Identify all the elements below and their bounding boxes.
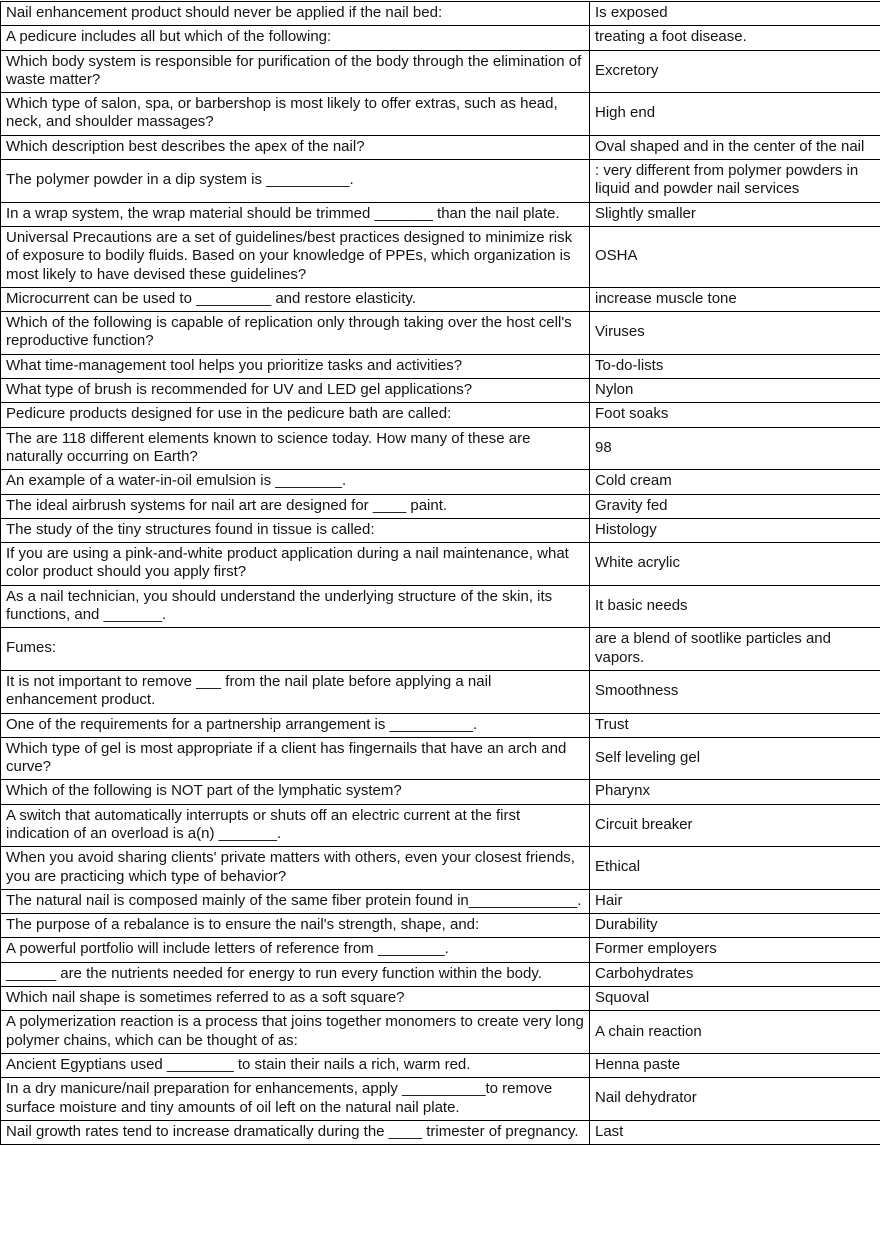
answer-cell: OSHA: [590, 226, 880, 287]
answer-cell: Slightly smaller: [590, 202, 880, 226]
table-row: [1, 427, 880, 470]
question-cell: Nail growth rates tend to increase dramatically during the ____ trimester of pregnancy.: [1, 1120, 590, 1144]
answer-cell: increase muscle tone: [590, 287, 880, 311]
question-cell: If you are using a pink-and-white product application during a nail maintenance, what color product should you apply first?: [1, 543, 590, 586]
table-row: [1, 287, 880, 311]
question-cell: Nail enhancement product should never be applied if the nail bed:: [1, 2, 590, 26]
question-cell: Ancient Egyptians used ________ to stain their nails a rich, warm red.: [1, 1053, 590, 1077]
answer-cell: Last: [590, 1120, 880, 1144]
table-row: [1, 987, 880, 1011]
table-row: [1, 670, 880, 713]
table-row: [1, 160, 880, 203]
question-cell: Microcurrent can be used to _________ and restore elasticity.: [1, 287, 590, 311]
question-cell: A switch that automatically interrupts or shuts off an electric current at the first indication of an overload is a(n) _______.: [1, 804, 590, 847]
table-row: [1, 1011, 880, 1054]
question-cell: Which description best describes the apex of the nail?: [1, 135, 590, 159]
table-row: [1, 379, 880, 403]
answer-cell: White acrylic: [590, 543, 880, 586]
question-cell: What time-management tool helps you prioritize tasks and activities?: [1, 354, 590, 378]
table-row: [1, 1078, 880, 1121]
question-cell: Pedicure products designed for use in the pedicure bath are called:: [1, 403, 590, 427]
answer-cell: Is exposed: [590, 2, 880, 26]
question-cell: A powerful portfolio will include letters of reference from ________.: [1, 938, 590, 962]
table-row: [1, 780, 880, 804]
table-row: [1, 713, 880, 737]
answer-cell: High end: [590, 93, 880, 136]
answer-cell: Foot soaks: [590, 403, 880, 427]
table-row: [1, 847, 880, 890]
qa-table: [0, 1, 880, 1145]
answer-cell: To-do-lists: [590, 354, 880, 378]
answer-cell: Smoothness: [590, 670, 880, 713]
table-row: [1, 403, 880, 427]
answer-cell: Henna paste: [590, 1053, 880, 1077]
answer-cell: treating a foot disease.: [590, 26, 880, 50]
answer-cell: Hair: [590, 889, 880, 913]
question-cell: Which of the following is NOT part of the lymphatic system?: [1, 780, 590, 804]
table-row: [1, 889, 880, 913]
table-row: [1, 1120, 880, 1144]
table-row: [1, 1053, 880, 1077]
question-cell: A polymerization reaction is a process that joins together monomers to create very long polymer chains, which can be thought of as:: [1, 1011, 590, 1054]
question-cell: Which of the following is capable of replication only through taking over the host cell's reproductive function?: [1, 312, 590, 355]
table-row: [1, 494, 880, 518]
answer-cell: Gravity fed: [590, 494, 880, 518]
answer-cell: Pharynx: [590, 780, 880, 804]
answer-cell: 98: [590, 427, 880, 470]
answer-cell: Cold cream: [590, 470, 880, 494]
table-row: [1, 737, 880, 780]
table-row: [1, 202, 880, 226]
table-row: [1, 938, 880, 962]
table-row: [1, 470, 880, 494]
question-cell: In a wrap system, the wrap material should be trimmed _______ than the nail plate.: [1, 202, 590, 226]
table-row: [1, 26, 880, 50]
table-row: [1, 135, 880, 159]
table-row: [1, 628, 880, 671]
question-cell: The ideal airbrush systems for nail art are designed for ____ paint.: [1, 494, 590, 518]
answer-cell: Nylon: [590, 379, 880, 403]
question-cell: One of the requirements for a partnership arrangement is __________.: [1, 713, 590, 737]
table-row: [1, 50, 880, 93]
question-cell: Which body system is responsible for purification of the body through the elimination of waste matter?: [1, 50, 590, 93]
question-cell: The polymer powder in a dip system is __________.: [1, 160, 590, 203]
table-row: [1, 312, 880, 355]
question-cell: An example of a water-in-oil emulsion is ________.: [1, 470, 590, 494]
answer-cell: Former employers: [590, 938, 880, 962]
question-cell: A pedicure includes all but which of the following:: [1, 26, 590, 50]
question-cell: ______ are the nutrients needed for energy to run every function within the body.: [1, 962, 590, 986]
answer-cell: Viruses: [590, 312, 880, 355]
answer-cell: Carbohydrates: [590, 962, 880, 986]
question-cell: The study of the tiny structures found in tissue is called:: [1, 518, 590, 542]
table-row: [1, 226, 880, 287]
question-cell: When you avoid sharing clients' private matters with others, even your closest friends, you are practicing which type of behavior?: [1, 847, 590, 890]
question-cell: What type of brush is recommended for UV and LED gel applications?: [1, 379, 590, 403]
answer-cell: Oval shaped and in the center of the nail: [590, 135, 880, 159]
answer-cell: A chain reaction: [590, 1011, 880, 1054]
question-cell: Which type of gel is most appropriate if a client has fingernails that have an arch and curve?: [1, 737, 590, 780]
table-row: [1, 354, 880, 378]
question-cell: Universal Precautions are a set of guidelines/best practices designed to minimize risk of exposure to bodily fluids. Based on your knowledge of PPEs, which organization is most likely to have devised these guidelines?: [1, 226, 590, 287]
table-row: [1, 804, 880, 847]
question-cell: The natural nail is composed mainly of the same fiber protein found in_____________.: [1, 889, 590, 913]
question-cell: Fumes:: [1, 628, 590, 671]
question-cell: The are 118 different elements known to science today. How many of these are naturally occurring on Earth?: [1, 427, 590, 470]
answer-cell: It basic needs: [590, 585, 880, 628]
question-cell: The purpose of a rebalance is to ensure the nail's strength, shape, and:: [1, 914, 590, 938]
answer-cell: Ethical: [590, 847, 880, 890]
table-row: [1, 518, 880, 542]
question-cell: Which type of salon, spa, or barbershop is most likely to offer extras, such as head, neck, and shoulder massages?: [1, 93, 590, 136]
answer-cell: Histology: [590, 518, 880, 542]
answer-cell: Trust: [590, 713, 880, 737]
question-cell: It is not important to remove ___ from the nail plate before applying a nail enhancement product.: [1, 670, 590, 713]
answer-cell: Self leveling gel: [590, 737, 880, 780]
answer-cell: Nail dehydrator: [590, 1078, 880, 1121]
question-cell: As a nail technician, you should understand the underlying structure of the skin, its functions, and _______.: [1, 585, 590, 628]
answer-cell: Excretory: [590, 50, 880, 93]
question-cell: In a dry manicure/nail preparation for enhancements, apply __________to remove surface moisture and tiny amounts of oil left on the natural nail plate.: [1, 1078, 590, 1121]
answer-cell: Squoval: [590, 987, 880, 1011]
table-row: [1, 914, 880, 938]
table-row: [1, 543, 880, 586]
table-row: [1, 2, 880, 26]
answer-cell: Circuit breaker: [590, 804, 880, 847]
table-row: [1, 585, 880, 628]
table-row: [1, 962, 880, 986]
answer-cell: are a blend of sootlike particles and vapors.: [590, 628, 880, 671]
qa-table-body: [1, 2, 880, 1145]
answer-cell: Durability: [590, 914, 880, 938]
answer-cell: : very different from polymer powders in liquid and powder nail services: [590, 160, 880, 203]
table-row: [1, 93, 880, 136]
question-cell: Which nail shape is sometimes referred to as a soft square?: [1, 987, 590, 1011]
